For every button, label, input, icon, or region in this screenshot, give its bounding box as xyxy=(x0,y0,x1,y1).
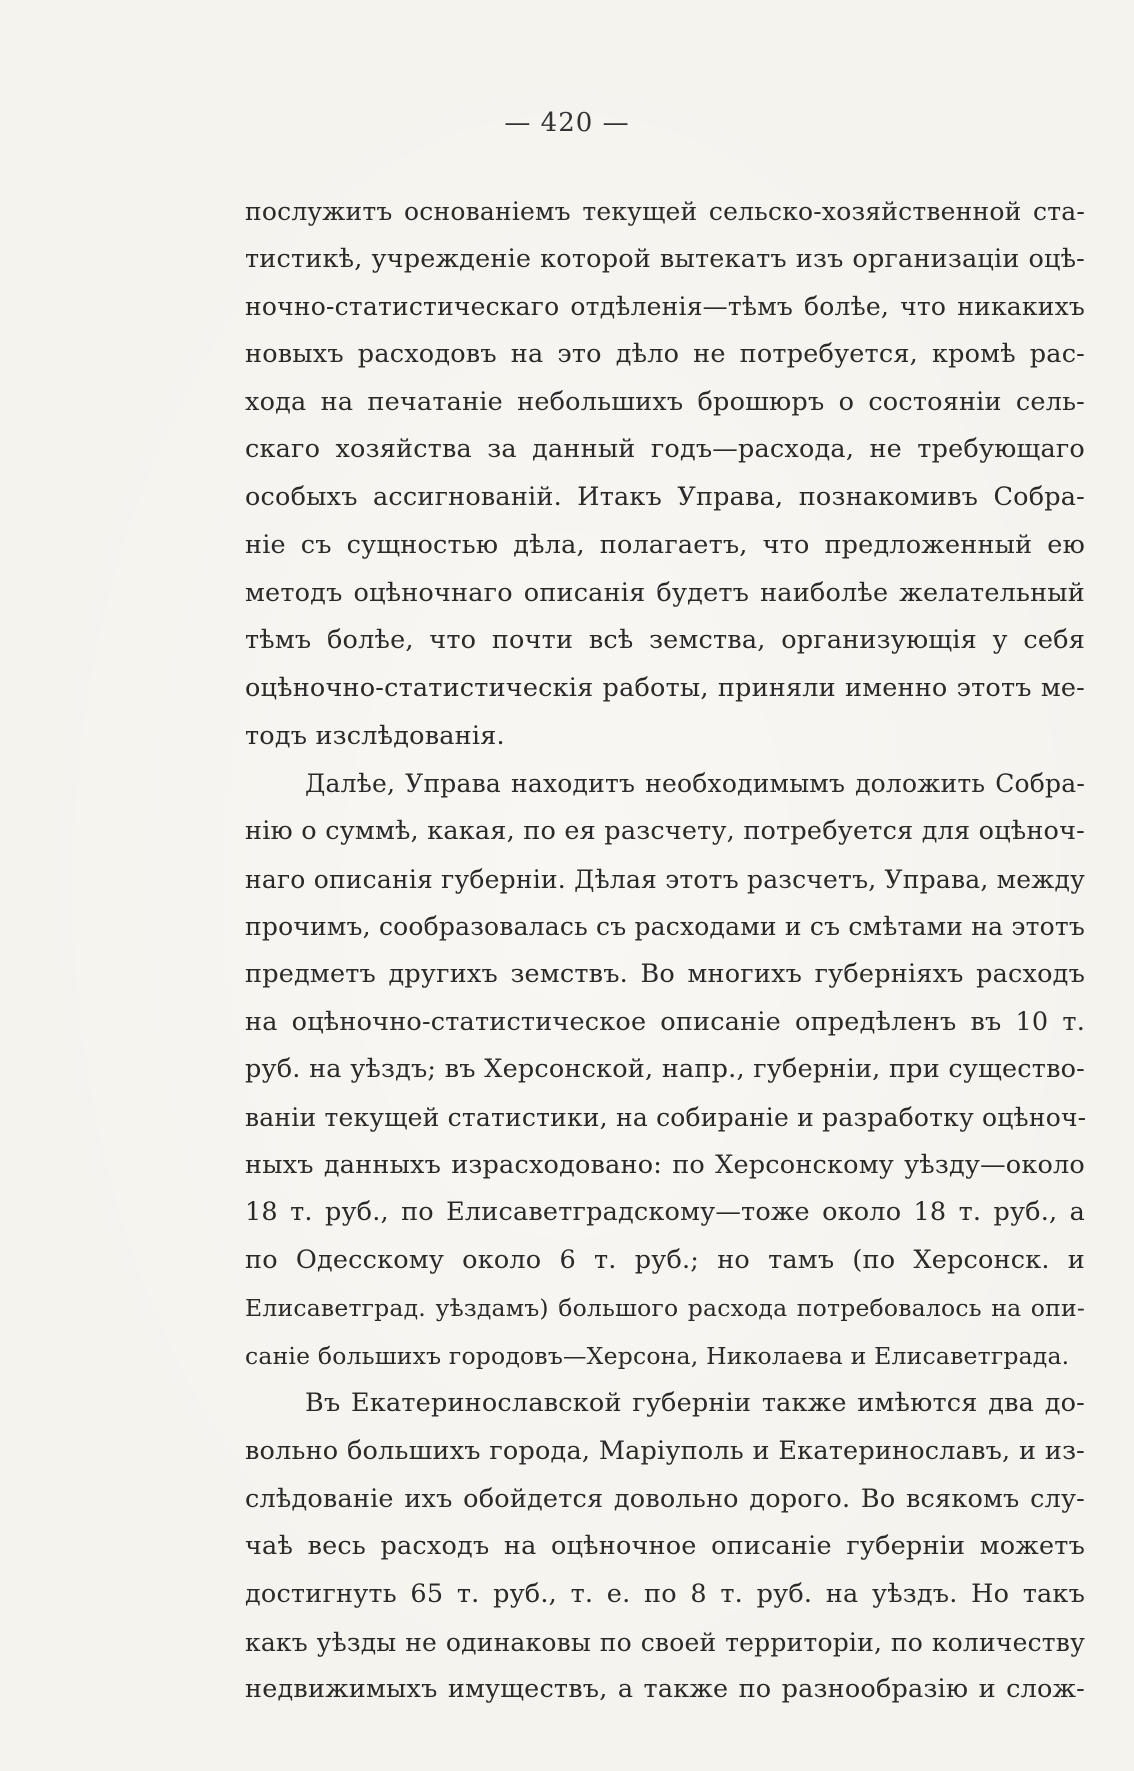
text-line: какъ уѣзды не одинаковы по своей территоріи, по количеству xyxy=(245,1627,1085,1657)
text-line: наго описанія губерніи. Дѣлая этотъ разсчетъ, Управа, между xyxy=(245,864,1085,894)
paragraph-2 xyxy=(245,760,1085,1380)
paragraph-1 xyxy=(245,188,1085,760)
text-line: прочимъ, сообразовалась съ расходами и съ смѣтами на этотъ xyxy=(245,912,1086,942)
text-line: вольно большихъ города, Маріуполь и Екатеринославъ, и из- xyxy=(245,1435,1085,1466)
paragraph-3 xyxy=(245,1380,1085,1714)
text-line: на оцѣночно-статистическое описаніе опредѣленъ въ 10 т. xyxy=(245,1006,1085,1037)
body-text xyxy=(245,188,1085,1714)
text-line: методъ оцѣночнаго описанія будетъ наиболѣе желательный xyxy=(245,577,1085,608)
text-line: нію о суммѣ, какая, по ея разсчету, потребуется для оцѣноч- xyxy=(245,815,1085,846)
text-line: тодъ изслѣдованія. xyxy=(245,720,505,751)
text-line: ночно-статистическаго отдѣленія—тѣмъ болѣе, что никакихъ xyxy=(245,292,1085,322)
text-line: послужитъ основаніемъ текущей сельско-хозяйственной ста- xyxy=(245,197,1085,226)
text-line: саніе большихъ городовъ—Херсона, Николаева и Елисаветграда. xyxy=(245,1341,1070,1370)
text-line: недвижимыхъ имуществъ, а также по разнообразію и слож- xyxy=(245,1674,1085,1705)
text-line: тистикѣ, учрежденіе которой вытекатъ изъ организаціи оцѣ- xyxy=(245,243,1085,274)
text-line: достигнуть 65 т. руб., т. е. по 8 т. руб. на уѣздъ. Но такъ xyxy=(245,1578,1085,1609)
text-line: Елисаветград. уѣздамъ) большого расхода потребовалось на опи- xyxy=(245,1293,1085,1322)
text-line: тѣмъ болѣе, что почти всѣ земства, организующія у себя xyxy=(245,625,1085,656)
text-line: скаго хозяйства за данный годъ—расхода, не требующаго xyxy=(245,434,1085,465)
text-line: слѣдованіе ихъ обойдется довольно дорого. Во всякомъ слу- xyxy=(245,1483,1085,1514)
text-line: 18 т. руб., по Елисаветградскому—тоже около 18 т. руб., а xyxy=(245,1197,1085,1228)
page-number: — 420 — xyxy=(504,108,630,138)
text-line: оцѣночно-статистическія работы, приняли именно этотъ ме- xyxy=(245,672,1085,703)
text-line: по Одесскому около 6 т. руб.; но тамъ (по Херсонск. и xyxy=(245,1245,1085,1276)
text-line: ныхъ данныхъ израсходовано: по Херсонскому уѣзду—около xyxy=(245,1149,1085,1180)
text-line: особыхъ ассигнованій. Итакъ Управа, познакомивъ Собра- xyxy=(245,482,1085,513)
text-line: Далѣе, Управа находитъ необходимымъ доложить Собра- xyxy=(305,769,1085,799)
text-line: руб. на уѣздъ; въ Херсонской, напр., губерніи, при существо- xyxy=(245,1054,1085,1085)
text-line: новыхъ расходовъ на это дѣло не потребуется, кромѣ рас- xyxy=(245,339,1085,370)
text-line: ніе съ сущностью дѣла, полагаетъ, что предложенный ею xyxy=(245,529,1085,560)
text-line: предметъ другихъ земствъ. Во многихъ губерніяхъ расходъ xyxy=(245,959,1085,989)
text-line: хода на печатаніе небольшихъ брошюръ о состояніи сель- xyxy=(245,386,1085,417)
text-line: ваніи текущей статистики, на собираніе и разработку оцѣноч- xyxy=(245,1103,1087,1133)
text-line: чаѣ весь расходъ на оцѣночное описаніе губерніи можетъ xyxy=(245,1531,1085,1562)
text-line: Въ Екатеринославской губерніи также имѣются два до- xyxy=(305,1388,1085,1419)
